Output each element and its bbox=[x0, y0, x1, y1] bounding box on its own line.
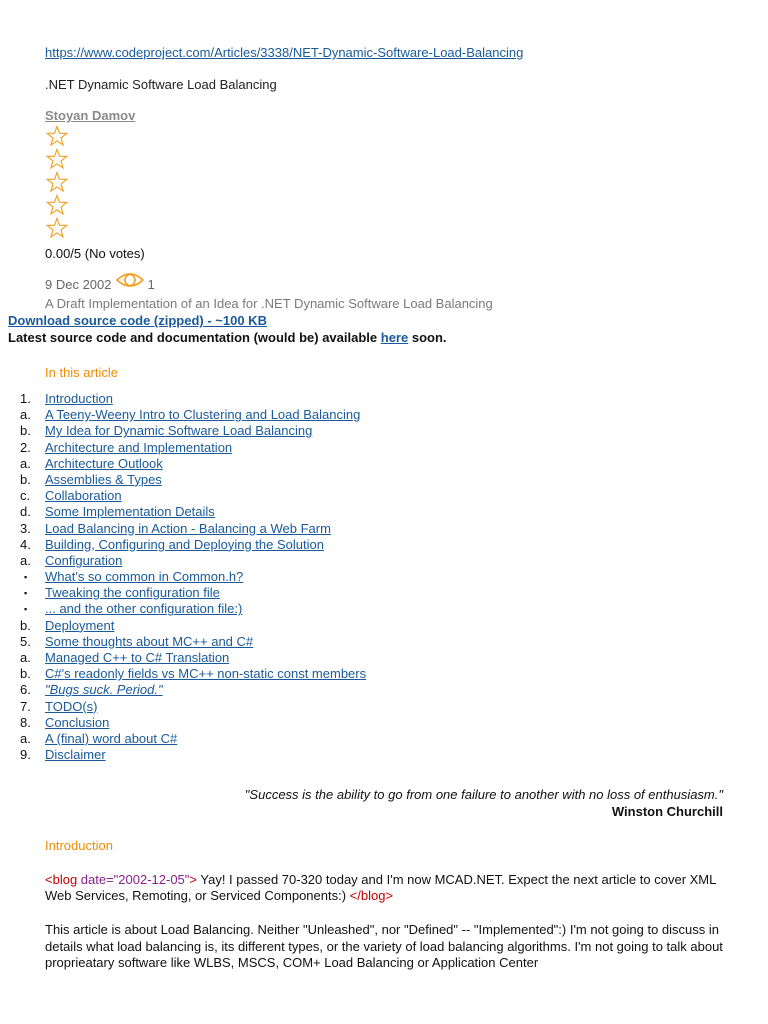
toc-link[interactable]: ... and the other configuration file:) bbox=[45, 601, 243, 617]
toc-marker: c. bbox=[20, 488, 31, 504]
quote-author: Winston Churchill bbox=[611, 804, 723, 819]
toc-link[interactable]: Load Balancing in Action - Balancing a Web Farm bbox=[45, 520, 331, 536]
toc-marker: d. bbox=[20, 504, 31, 520]
download-source-link[interactable]: Download source code (zipped) - ~100 KB bbox=[8, 313, 267, 328]
blog-close-tag: </blog> bbox=[349, 888, 394, 903]
toc-item bbox=[0, 407, 500, 423]
toc-link[interactable]: A (final) word about C# bbox=[45, 730, 178, 746]
toc-link[interactable]: Building, Configuring and Deploying the Solution bbox=[45, 536, 324, 552]
toc-link[interactable]: My Idea for Dynamic Software Load Balancing bbox=[45, 423, 313, 439]
blog-open-tag: <blog bbox=[45, 872, 78, 887]
table-of-contents bbox=[0, 391, 500, 763]
star-icon[interactable] bbox=[45, 194, 69, 217]
blog-note bbox=[45, 872, 725, 904]
date-views-line bbox=[45, 266, 155, 292]
toc-marker: a. bbox=[20, 730, 31, 746]
toc-marker: 1. bbox=[20, 391, 31, 406]
toc-item bbox=[0, 488, 500, 504]
toc-item bbox=[0, 456, 500, 472]
toc-marker: ▪ bbox=[24, 604, 28, 615]
rating-text: 0.00/5 (No votes) bbox=[45, 246, 145, 261]
toc-item bbox=[0, 699, 500, 715]
toc-marker: ▪ bbox=[24, 572, 28, 583]
toc-item bbox=[0, 569, 500, 585]
author-link[interactable]: Stoyan Damov bbox=[45, 108, 136, 123]
toc-item bbox=[0, 666, 500, 682]
toc-item bbox=[0, 521, 500, 537]
toc-item bbox=[0, 391, 500, 407]
toc-marker: 5. bbox=[20, 633, 31, 649]
toc-link[interactable]: Introduction bbox=[45, 391, 113, 406]
toc-item bbox=[0, 504, 500, 520]
toc-link[interactable]: C#'s readonly fields vs MC++ non-static const members bbox=[45, 666, 367, 682]
toc-item bbox=[0, 634, 500, 650]
toc-item bbox=[0, 553, 500, 569]
toc-item bbox=[0, 585, 500, 601]
toc-marker: 2. bbox=[20, 439, 31, 455]
latest-text-end: soon. bbox=[411, 330, 447, 345]
blog-date-attr: date="2002-12-05" bbox=[77, 872, 190, 887]
toc-heading: In this article bbox=[45, 365, 118, 380]
toc-item bbox=[0, 601, 500, 617]
star-icon[interactable] bbox=[45, 171, 69, 194]
toc-item bbox=[0, 440, 500, 456]
quote-text: "Success is the ability to go from one failure to another with no loss of enthusiasm." bbox=[244, 787, 723, 802]
toc-link[interactable]: Configuration bbox=[45, 552, 123, 568]
introduction-heading: Introduction bbox=[45, 838, 113, 853]
toc-item bbox=[0, 715, 500, 731]
article-title: .NET Dynamic Software Load Balancing bbox=[45, 77, 277, 92]
toc-link[interactable]: Architecture Outlook bbox=[45, 455, 163, 471]
toc-link[interactable]: A Teeny-Weeny Intro to Clustering and Load Balancing bbox=[45, 407, 361, 423]
toc-link[interactable]: Tweaking the configuration file bbox=[45, 585, 220, 601]
toc-item bbox=[0, 537, 500, 553]
toc-link[interactable]: Collaboration bbox=[45, 488, 122, 504]
toc-marker: 3. bbox=[20, 520, 31, 536]
latest-text: Latest source code and documentation (would be) available bbox=[8, 330, 378, 345]
toc-link[interactable]: Managed C++ to C# Translation bbox=[45, 650, 230, 665]
toc-marker: a. bbox=[20, 455, 31, 471]
toc-item bbox=[0, 682, 500, 698]
toc-item bbox=[0, 618, 500, 634]
toc-link[interactable]: What's so common in Common.h? bbox=[45, 569, 244, 585]
toc-marker: 7. bbox=[20, 698, 31, 714]
publish-date: 9 Dec 2002 bbox=[45, 277, 112, 292]
star-icon[interactable] bbox=[45, 125, 69, 148]
eye-icon bbox=[115, 270, 145, 290]
toc-item bbox=[0, 650, 500, 666]
toc-marker: a. bbox=[20, 407, 31, 423]
view-count: 1 bbox=[147, 277, 155, 292]
toc-marker: 9. bbox=[20, 747, 31, 763]
toc-marker: a. bbox=[20, 650, 31, 665]
toc-marker: a. bbox=[20, 552, 31, 568]
toc-marker: b. bbox=[20, 423, 31, 439]
toc-marker: b. bbox=[20, 666, 31, 682]
toc-link[interactable]: Conclusion bbox=[45, 714, 110, 730]
toc-link[interactable]: Assemblies & Types bbox=[45, 471, 162, 487]
star-icon[interactable] bbox=[45, 148, 69, 171]
toc-link[interactable]: Deployment bbox=[45, 617, 115, 633]
toc-marker: 4. bbox=[20, 536, 31, 552]
toc-marker: ▪ bbox=[24, 588, 28, 599]
toc-link[interactable]: "Bugs suck. Period." bbox=[45, 682, 163, 698]
toc-item bbox=[0, 472, 500, 488]
article-url-link[interactable]: https://www.codeproject.com/Articles/3338/NET-Dynamic-Software-Load-Balancing bbox=[45, 45, 524, 60]
author[interactable] bbox=[45, 108, 135, 123]
toc-item bbox=[0, 423, 500, 439]
star-rating[interactable] bbox=[45, 125, 71, 240]
toc-item bbox=[0, 731, 500, 747]
toc-link[interactable]: Disclaimer bbox=[45, 747, 106, 763]
toc-marker: 8. bbox=[20, 714, 31, 730]
here-link[interactable]: here bbox=[380, 330, 409, 345]
toc-link[interactable]: Some thoughts about MC++ and C# bbox=[45, 633, 254, 649]
latest-source-note bbox=[8, 330, 447, 345]
toc-item bbox=[0, 747, 500, 763]
intro-paragraph: This article is about Load Balancing. Neither "Unleashed", nor "Defined" -- "Implemented":) I'm not going to discuss in details what load balancing is, its different types, or the variety of load balancing algorithms. I'm not going to talk about proprieatary software like WLBS, MSCS, COM+ Load Balancing or Application Center bbox=[45, 922, 723, 970]
toc-link[interactable]: Some Implementation Details bbox=[45, 504, 215, 520]
toc-marker: b. bbox=[20, 617, 31, 633]
star-icon[interactable] bbox=[45, 217, 69, 240]
toc-link[interactable]: TODO(s) bbox=[45, 698, 98, 714]
toc-marker: 6. bbox=[20, 682, 31, 698]
blog-open-tag-end: > bbox=[189, 872, 197, 887]
article-summary: A Draft Implementation of an Idea for .NET Dynamic Software Load Balancing bbox=[45, 296, 493, 311]
toc-marker: b. bbox=[20, 471, 31, 487]
toc-link[interactable]: Architecture and Implementation bbox=[45, 439, 233, 455]
blog-text: Yay! I passed 70-320 today and I'm now MCAD.NET. Expect the next article to cover XML Web Services, Remoting, or Serviced Components:) bbox=[45, 872, 716, 903]
